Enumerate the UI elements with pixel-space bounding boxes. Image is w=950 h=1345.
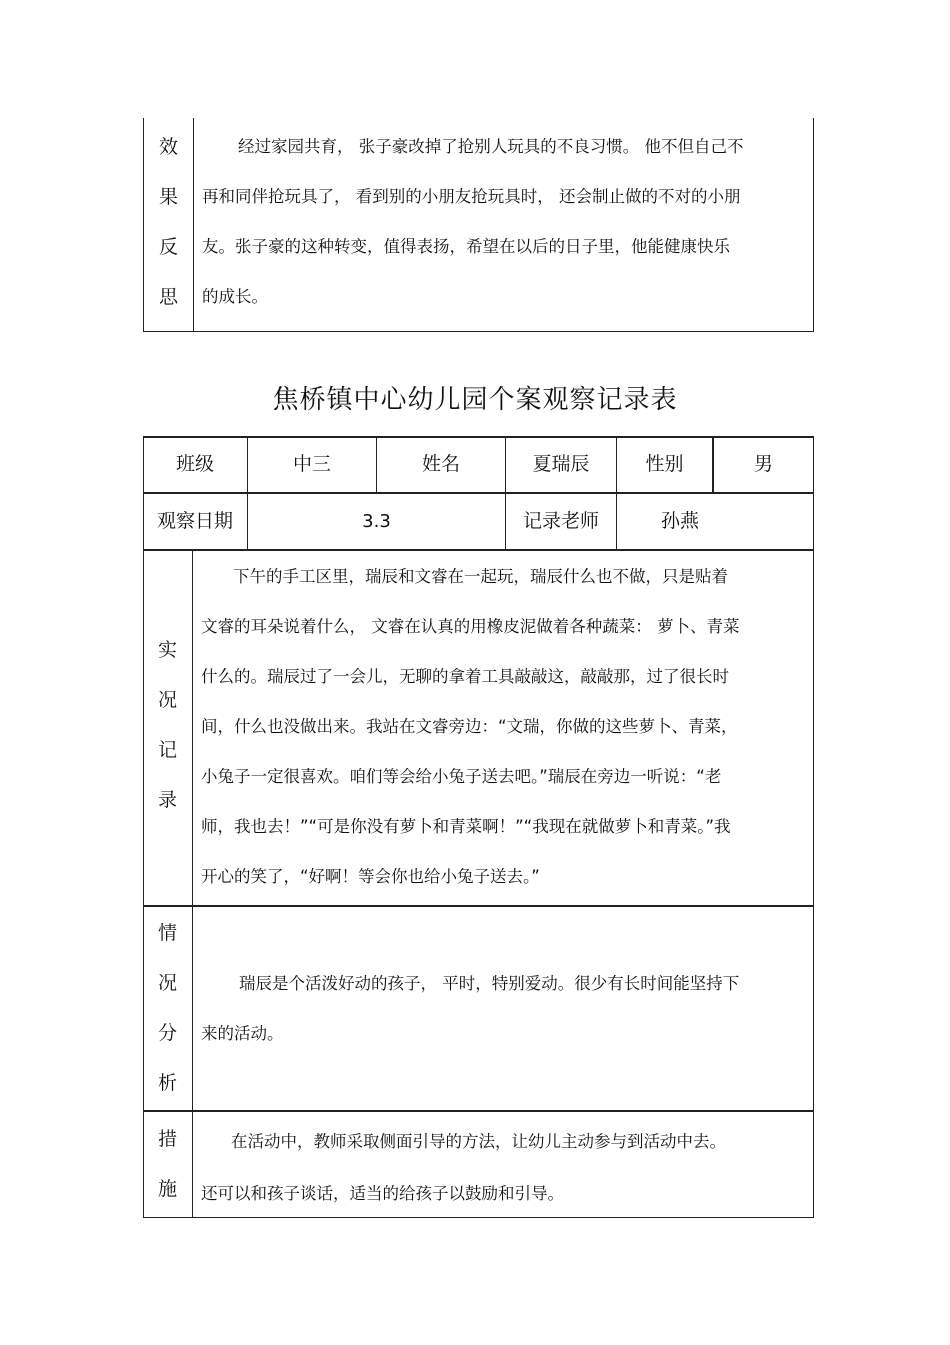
date-label: 观察日期 <box>156 510 233 532</box>
label-col-divider <box>192 550 193 1218</box>
form-title: 焦桥镇中心幼儿园个案观察记录表 <box>272 385 678 415</box>
effect-line: 经过家园共育， 张子豪改掉了抢别人玩具的不良习惯。 他不但自己不 <box>238 137 744 156</box>
analysis-line: 瑞辰是个活泼好动的孩子， 平时，特别爱动。很少有长时间能坚持下 <box>239 974 740 993</box>
teacher-value: 孙燕 <box>660 510 699 532</box>
measures-label-char: 措 <box>157 1128 177 1150</box>
effect-label-char: 反 <box>158 236 178 258</box>
record-label <box>143 625 192 825</box>
record-label-char: 录 <box>157 789 177 811</box>
record-text <box>201 552 813 902</box>
record-line: 间，什么也没做出来。我站在文睿旁边：“文瑞，你做的这些萝卜、青菜， <box>201 717 738 736</box>
name-value: 夏瑞辰 <box>532 453 590 475</box>
analysis-line: 来的活动。 <box>201 1024 284 1043</box>
analysis-label-char: 析 <box>157 1072 177 1094</box>
effect-label-char: 效 <box>158 136 178 158</box>
effect-reflection-table <box>143 118 814 332</box>
date-value: 3.3 <box>362 511 391 532</box>
record-line: 什么的。瑞辰过了一会儿，无聊的拿着工具敲敲这，敲敲那，过了很长时 <box>201 667 729 686</box>
analysis-label-char: 情 <box>157 922 177 944</box>
measures-text <box>201 1116 813 1220</box>
analysis-label-char: 分 <box>157 1022 177 1044</box>
record-line: 下午的手工区里，瑞辰和文睿在一起玩，瑞辰什么也不做，只是贴着 <box>233 567 728 586</box>
effect-line: 友。张子豪的这种转变，值得表扬，希望在以后的日子里，他能健康快乐 <box>202 237 730 256</box>
class-label: 班级 <box>175 453 214 475</box>
record-label-char: 记 <box>157 739 177 761</box>
observation-table <box>143 436 814 1218</box>
record-label-char: 况 <box>157 689 177 711</box>
row-divider <box>143 1110 814 1112</box>
record-line: 小兔子一定很喜欢。咱们等会给小兔子送去吧。”瑞辰在旁边一听说：“老 <box>201 767 722 786</box>
class-value: 中三 <box>292 453 331 475</box>
measures-line: 在活动中，教师采取侧面引导的方法，让幼儿主动参与到活动中去。 <box>231 1132 726 1151</box>
analysis-label-char: 况 <box>157 972 177 994</box>
effect-label-char: 果 <box>158 186 178 208</box>
analysis-label <box>143 908 192 1108</box>
effect-line: 再和同伴抢玩具了， 看到别的小朋友抢玩具时， 还会制止做的不对的小朋 <box>202 187 741 206</box>
gender-label: 性别 <box>645 453 684 475</box>
row-divider <box>143 905 814 907</box>
measures-line: 还可以和孩子谈话，适当的给孩子以鼓励和引导。 <box>201 1184 564 1203</box>
effect-line: 的成长。 <box>202 287 268 306</box>
analysis-text <box>201 959 813 1059</box>
name-label: 姓名 <box>421 453 460 475</box>
measures-label <box>143 1114 192 1214</box>
gender-value: 男 <box>753 453 773 475</box>
effect-label-char: 思 <box>158 286 178 308</box>
teacher-label: 记录老师 <box>522 510 599 532</box>
record-label-char: 实 <box>157 639 177 661</box>
effect-label-cell <box>144 118 194 331</box>
record-line: 师，我也去！”“可是你没有萝卜和青菜啊！”“我现在就做萝卜和青菜。”我 <box>201 817 731 836</box>
measures-label-char: 施 <box>157 1178 177 1200</box>
effect-text <box>202 122 812 322</box>
table-border-right <box>813 436 814 1218</box>
effect-label <box>144 122 193 322</box>
record-line: 开心的笑了，“好啊！等会你也给小兔子送去。” <box>201 867 540 886</box>
record-line: 文睿的耳朵说着什么， 文睿在认真的用橡皮泥做着各种蔬菜： 萝卜、青菜 <box>201 617 740 636</box>
